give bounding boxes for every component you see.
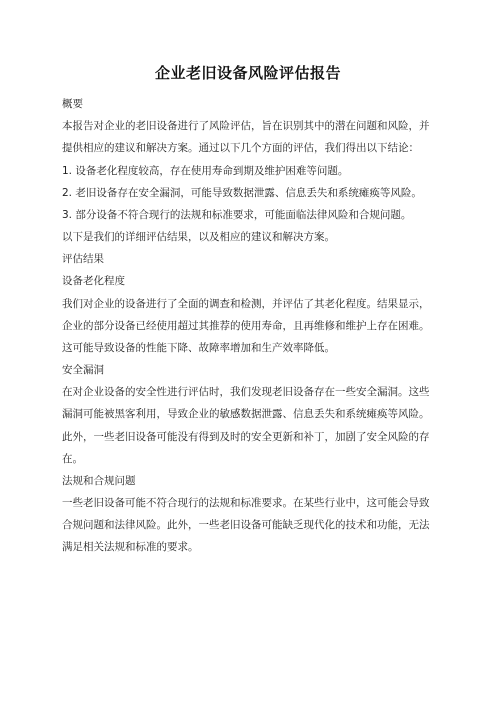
paragraph-line: 以下是我们的详细评估结果，以及相应的建议和解决方案。 bbox=[62, 231, 335, 243]
paragraph-line: 漏洞可能被黑客利用，导致企业的敏感数据泄露、信息丢失和系统瘫痪等风险。 bbox=[62, 408, 430, 420]
list-item-2: 2. 老旧设备存在安全漏洞，可能导致数据泄露、信息丢失和系统瘫痪等风险。 bbox=[62, 187, 422, 199]
heading-summary: 概要 bbox=[62, 98, 83, 110]
document-title: 企业老旧设备风险评估报告 bbox=[154, 64, 341, 82]
list-item-3: 3. 部分设备不符合现行的法规和标准要求，可能面临法律风险和合规问题。 bbox=[62, 209, 412, 221]
paragraph-line: 本报告对企业的老旧设备进行了风险评估，旨在识别其中的潜在问题和风险，并 bbox=[62, 120, 430, 132]
paragraph-line: 在。 bbox=[62, 453, 83, 465]
paragraph-line: 我们对企业的设备进行了全面的调查和检测，并评估了其老化程度。结果显示， bbox=[62, 298, 430, 310]
paragraph-line: 企业的部分设备已经使用超过其推荐的使用寿命，且再维修和维护上存在困难。 bbox=[62, 320, 430, 332]
paragraph-line: 合规问题和法律风险。此外，一些老旧设备可能缺乏现代化的技术和功能，无法 bbox=[62, 519, 430, 531]
subheading-security: 安全漏洞 bbox=[62, 364, 104, 376]
paragraph-line: 在对企业设备的安全性进行评估时，我们发现老旧设备存在一些安全漏洞。这些 bbox=[62, 386, 430, 398]
paragraph-line: 满足相关法规和标准的要求。 bbox=[62, 541, 199, 553]
subheading-aging: 设备老化程度 bbox=[62, 275, 125, 287]
paragraph-line: 一些老旧设备可能不符合现行的法规和标准要求。在某些行业中，这可能会导致 bbox=[62, 497, 430, 509]
paragraph-line: 此外，一些老旧设备可能没有得到及时的安全更新和补丁，加剧了安全风险的存 bbox=[62, 431, 430, 443]
heading-results: 评估结果 bbox=[62, 253, 104, 265]
list-item-1: 1. 设备老化程度较高，存在使用寿命到期及维护困难等问题。 bbox=[62, 165, 349, 177]
paragraph-line: 提供相应的建议和解决方案。通过以下几个方面的评估，我们得出以下结论： bbox=[62, 142, 419, 154]
subheading-compliance: 法规和合规问题 bbox=[62, 475, 136, 487]
paragraph-line: 这可能导致设备的性能下降、故障率增加和生产效率降低。 bbox=[62, 342, 335, 354]
